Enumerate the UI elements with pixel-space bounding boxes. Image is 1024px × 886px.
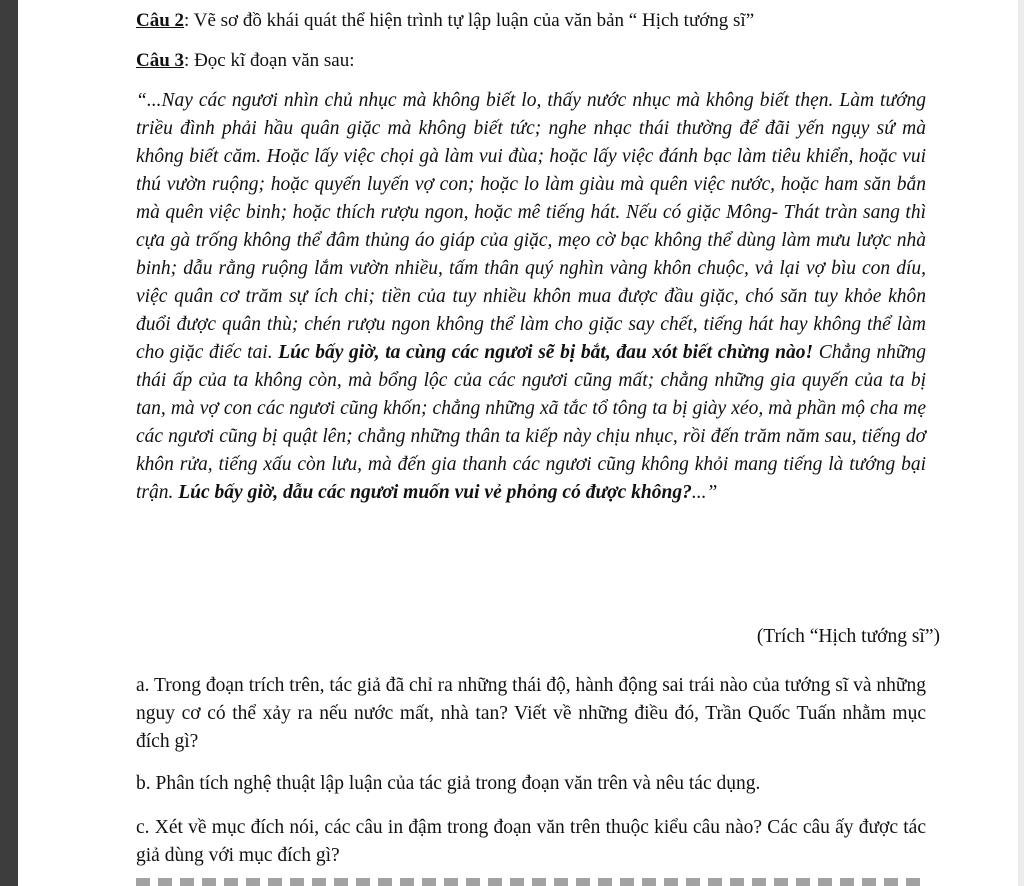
viewer-left-gutter xyxy=(0,0,18,886)
document-page xyxy=(18,0,1018,886)
cropped-next-line xyxy=(136,878,926,886)
question-3 xyxy=(136,50,354,72)
passage-text-3: ...” xyxy=(691,482,718,503)
passage-text-2: Chẳng những thái ấp của ta không còn, mà bổng lộc của các ngươi cũng mất; chẳng những gia quyến của ta bị tan, mà vợ con các ngươi cũng khốn; chẳng những xã tắc tổ tông ta bị giày xéo, mà phần mộ cha mẹ các ngươi cũng bị quật lên; chẳng những thân ta kiếp này chịu nhục, rồi đến trăm năm sau, tiếng dơ khôn rửa, tiếng xấu còn lưu, mà đến gia thanh các ngươi cũng không khỏi mang tiếng là tướng bại trận. xyxy=(136,342,926,503)
passage-bold-sentence-1: Lúc bấy giờ, ta cùng các ngươi sẽ bị bắt, đau xót biết chừng nào! xyxy=(278,342,814,363)
quoted-passage xyxy=(136,87,926,507)
question-2-text: : Vẽ sơ đồ khái quát thể hiện trình tự lập luận của văn bản “ Hịch tướng sĩ” xyxy=(184,10,755,31)
passage-bold-sentence-2: Lúc bấy giờ, dẫu các ngươi muốn vui vẻ phỏng có được không? xyxy=(178,482,692,503)
passage-citation: (Trích “Hịch tướng sĩ”) xyxy=(756,626,940,647)
question-2-label: Câu 2 xyxy=(136,10,185,31)
question-3-label: Câu 3 xyxy=(136,50,185,71)
subquestion-a: a. Trong đoạn trích trên, tác giả đã chỉ ra những thái độ, hành động sai trái nào của tướng sĩ và những nguy cơ có thể xảy ra nếu nước mất, nhà tan? Viết về những điều đó, Trần Quốc Tuấn nhằm mục đích gì? xyxy=(136,675,926,752)
subquestion-c: c. Xét về mục đích nói, các câu in đậm trong đoạn văn trên thuộc kiểu câu nào? Các câu ấy được tác giả dùng với mục đích gì? xyxy=(136,817,926,866)
question-2 xyxy=(136,10,754,32)
passage-text-1: “...Nay các ngươi nhìn chủ nhục mà không biết lo, thấy nước nhục mà không biết thẹn. Làm tướng triều đình phải hầu quân giặc mà không biết tức; nghe nhạc thái thường để đãi yến ngụy sứ mà không biết căm. Hoặc lấy việc chọi gà làm vui đùa; hoặc lấy việc đánh bạc làm tiêu khiển, hoặc vui thú vườn ruộng; hoặc quyến luyến vợ con; hoặc lo làm giàu mà quên việc nước, hoặc ham săn bắn mà quên việc binh; hoặc thích rượu ngon, hoặc mê tiếng hát. Nếu có giặc Mông- Thát tràn sang thì cựa gà trống không thể đâm thủng áo giáp của giặc, mẹo cờ bạc không thể dùng làm mưu lược nhà binh; dẫu rằng ruộng lắm vườn nhiều, tấm thân quý nghìn vàng khôn chuộc, vả lại vợ bìu con díu, việc quân cơ trăm sự ích chi; tiền của tuy nhiều khôn mua được đầu giặc, chó săn tuy khỏe khôn đuổi được quân thù; chén rượu ngon không thể làm cho giặc say chết, tiếng hát hay không thể làm cho giặc điếc tai. xyxy=(136,90,926,363)
subquestion-b: b. Phân tích nghệ thuật lập luận của tác giả trong đoạn văn trên và nêu tác dụng. xyxy=(136,773,761,794)
question-3-text: : Đọc kĩ đoạn văn sau: xyxy=(184,50,355,71)
